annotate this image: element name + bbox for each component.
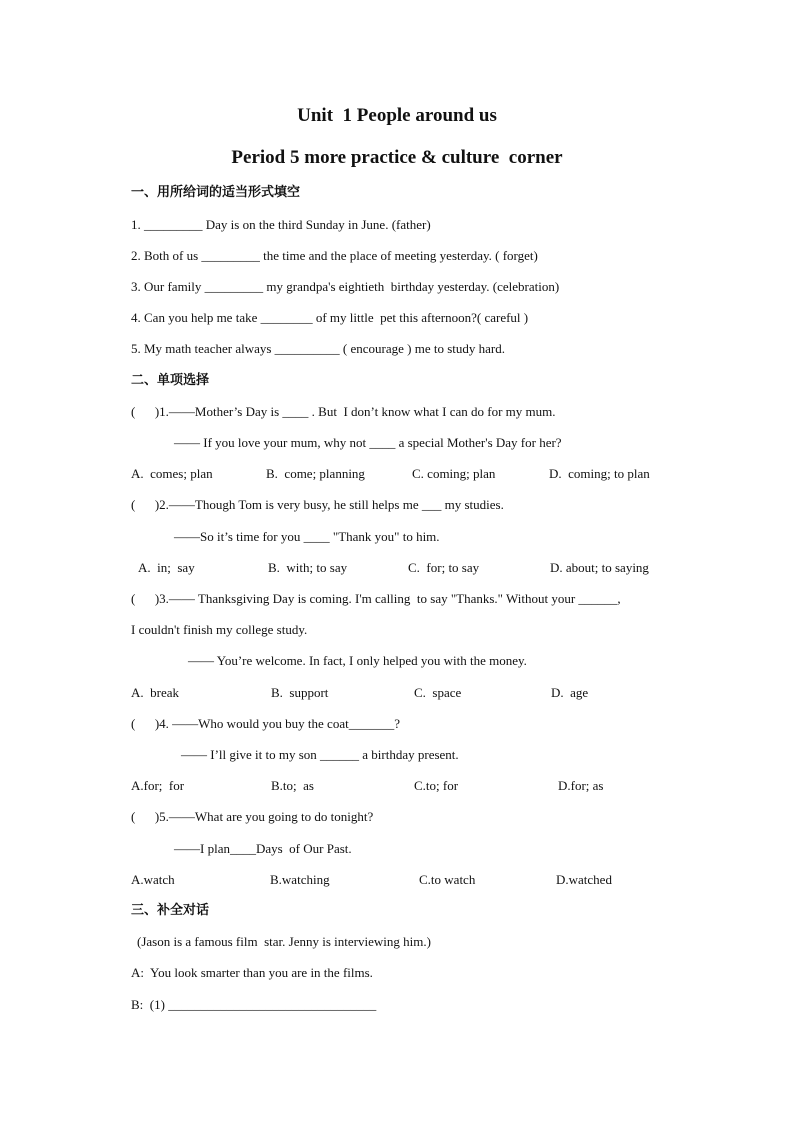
question-3-stem: ( )3.—— Thanksgiving Day is coming. I'm calling to say "Thanks." Without your ______, bbox=[131, 591, 621, 606]
question-4-option-b: B.to; as bbox=[271, 778, 314, 793]
question-2-option-d: D. about; to saying bbox=[550, 560, 649, 575]
question-1-stem: ( )1.——Mother’s Day is ____ . But I don’t know what I can do for my mum. bbox=[131, 404, 556, 419]
question-1-option-a: A. comes; plan bbox=[131, 466, 213, 481]
question-1-option-c: C. coming; plan bbox=[412, 466, 496, 481]
question-5-option-b: B.watching bbox=[270, 872, 330, 887]
dialogue-line-a: A: You look smarter than you are in the films. bbox=[131, 965, 373, 980]
question-2-option-a: A. in; say bbox=[138, 560, 195, 575]
question-4-stem: ( )4. ——Who would you buy the coat_______? bbox=[131, 716, 400, 731]
question-4-reply: —— I’ll give it to my son ______ a birthday present. bbox=[181, 747, 459, 762]
question-2-stem: ( )2.——Though Tom is very busy, he still helps me ___ my studies. bbox=[131, 497, 504, 512]
question-5-stem: ( )5.——What are you going to do tonight? bbox=[131, 809, 374, 824]
fill-in-item-3: 3. Our family _________ my grandpa's eightieth birthday yesterday. (celebration) bbox=[131, 279, 560, 294]
question-2-option-b: B. with; to say bbox=[268, 560, 348, 575]
question-3-option-c: C. space bbox=[414, 685, 462, 700]
question-5-option-c: C.to watch bbox=[419, 872, 476, 887]
dialogue-line-b: B: (1) ________________________________ bbox=[131, 997, 377, 1012]
question-4-option-c: C.to; for bbox=[414, 778, 459, 793]
section-1-heading: 一、用所给词的适当形式填空 bbox=[131, 185, 301, 200]
question-5-reply: ——I plan____Days of Our Past. bbox=[174, 841, 352, 856]
dialogue-intro: (Jason is a famous film star. Jenny is interviewing him.) bbox=[137, 934, 431, 949]
question-3-option-b: B. support bbox=[271, 685, 329, 700]
question-1-reply: —— If you love your mum, why not ____ a special Mother's Day for her? bbox=[174, 435, 562, 450]
question-4-option-a: A.for; for bbox=[131, 778, 185, 793]
question-5-option-a: A.watch bbox=[131, 872, 175, 887]
question-3-stem-continued: I couldn't finish my college study. bbox=[131, 622, 308, 637]
question-2-reply: ——So it’s time for you ____ "Thank you" to him. bbox=[174, 529, 440, 544]
question-1-option-d: D. coming; to plan bbox=[549, 466, 650, 481]
question-5-option-d: D.watched bbox=[556, 872, 612, 887]
question-4-option-d: D.for; as bbox=[558, 778, 604, 793]
question-3-reply: —— You’re welcome. In fact, I only helped you with the money. bbox=[188, 653, 527, 668]
question-1-option-b: B. come; planning bbox=[266, 466, 365, 481]
fill-in-item-5: 5. My math teacher always __________ ( encourage ) me to study hard. bbox=[131, 341, 506, 356]
fill-in-item-2: 2. Both of us _________ the time and the place of meeting yesterday. ( forget) bbox=[131, 248, 538, 263]
fill-in-item-4: 4. Can you help me take ________ of my little pet this afternoon?( careful ) bbox=[131, 310, 529, 325]
question-3-option-a: A. break bbox=[131, 685, 180, 700]
page-subtitle: Period 5 more practice & culture corner bbox=[231, 147, 563, 168]
section-2-heading: 二、单项选择 bbox=[131, 373, 210, 388]
section-3-heading: 三、补全对话 bbox=[131, 903, 210, 918]
page-title: Unit 1 People around us bbox=[297, 105, 497, 126]
question-3-option-d: D. age bbox=[551, 685, 589, 700]
question-2-option-c: C. for; to say bbox=[408, 560, 480, 575]
fill-in-item-1: 1. _________ Day is on the third Sunday in June. (father) bbox=[131, 217, 431, 232]
